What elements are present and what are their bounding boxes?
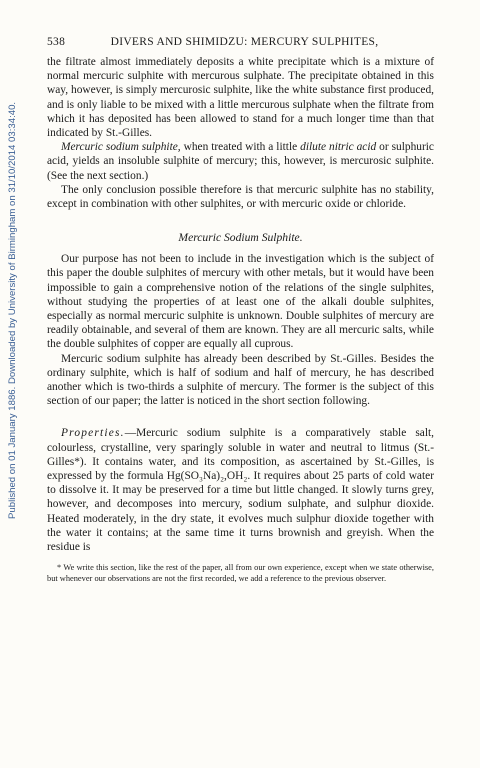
- paragraph-6-rest: —Mercuric sodium sulphite is a comparatively stable salt, colourless, crystalline, very sparingly soluble in water and neutral to litmus (St.-Gilles*). It contains water, and its composition, as ascertained by St.-Gilles, is expressed by the formula Hg(SO₃Na)₂,OH₂. It requires about 25 parts of cold water to dissolve it. It may be preserved for a time but little changed. It slowly turns grey, however, and decomposes into mercury, sodium sulphate, and sulphur dioxide. Heated moderately, in the dry state, it evolves much sulphur dioxide together with the water it contains; at the same time it turns brownish and greyish. When the residue is: [47, 427, 434, 554]
- paragraph-2-acid: dilute nitric acid: [300, 141, 377, 154]
- footnote: * We write this section, like the rest of the paper, all from our own experience, except when we state otherwise, but whenever our observations are not the first recorded, we add a reference to the previous observer.: [47, 563, 434, 584]
- paragraph-2-mid: when treated with a little: [180, 141, 301, 154]
- paragraph-2: [47, 140, 434, 183]
- page-body: [47, 36, 434, 584]
- page-number: 538: [47, 36, 66, 48]
- paragraph-1: the filtrate almost immediately deposits a white precipitate which is a mixture of normal mercuric sulphite with mercurous sulphate. The precipitate obtained in this way, however, is simply mercurosic sulphite, like the white substance first produced, and is only liable to be mixed with a little mercurous sulphate when the filtrate from which it has deposited has been allowed to stand for a much longer time than that indicated by St.-Gilles.: [47, 56, 434, 140]
- paragraph-3: The only conclusion possible therefore is that mercuric sulphite has no stability, except in combination with other sulphites, or with mercuric oxide or chloride.: [47, 183, 434, 211]
- section-title: Mercuric Sodium Sulphite.: [178, 231, 303, 245]
- paragraph-5: Mercuric sodium sulphite has already been described by St.-Gilles. Besides the ordinary sulphite, which is half of sodium and half of mercury, he has described another which is two-thirds a sulphite of mercury. The former is the subject of this section of our paper; the latter is noticed in the short section following.: [47, 352, 434, 408]
- paragraph-4: Our purpose has not been to include in the investigation which is the subject of this paper the double sulphites of mercury with other metals, but it would have been impossible to gain a comprehensive notion of the relations of the single sulphites, without studying the properties of at least one of the alkali double sulphites, especially as normal mercuric sulphite is unknown. Double sulphites of mercury are readily obtainable, and several of them are known. They are all mercuric salts, while the double sulphites of copper are equally all cuprous.: [47, 253, 434, 351]
- running-header: [47, 36, 434, 48]
- publication-side-note: Published on 01 January 1886. Downloaded by University of Birmingham on 31/10/2014 03:34:40.: [7, 101, 18, 519]
- paragraph-2-rest: or sulphuric acid, yields an insoluble sulphite of mercury; this, however, is mercurosic sulphite. (See the next section.): [47, 141, 434, 182]
- paragraph-6: [47, 426, 434, 554]
- paragraph-6-lead: Properties.: [61, 427, 125, 440]
- running-title: DIVERS AND SHIMIDZU: MERCURY SULPHITES,: [110, 36, 379, 48]
- paragraph-2-lead: Mercuric sodium sulphite,: [61, 141, 181, 154]
